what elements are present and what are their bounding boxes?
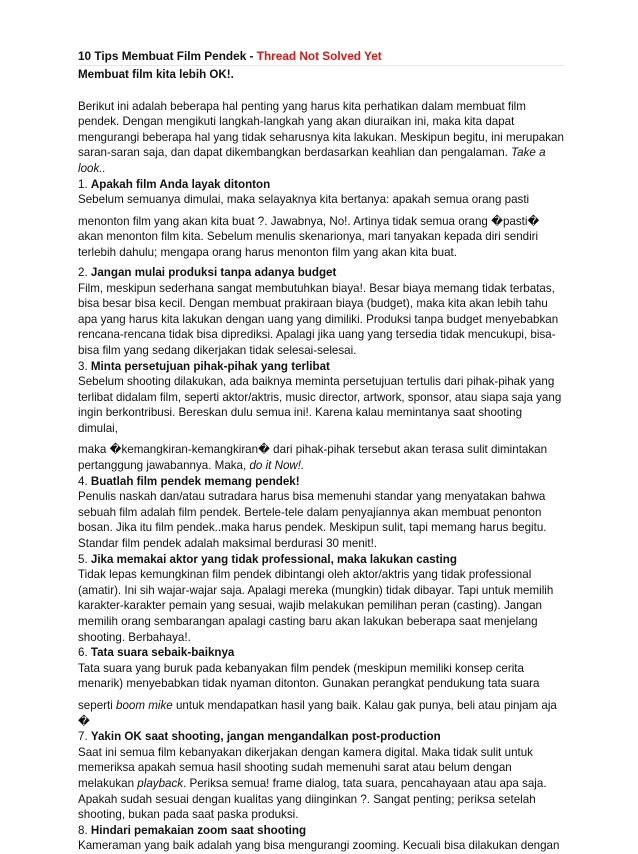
tip-8-body: Kameraman yang baik adalah yang bisa mengurangi zooming. Kecuali bisa dilakukan dengan bbox=[78, 839, 560, 853]
tip-3-body-rest: maka �kemangkiran-kemangkiran� dari pihak-pihak tersebut akan terasa sulit dimintakan pertanggung jawabannya. Maka, do it Now!. bbox=[78, 443, 548, 473]
tip-7-body: Saat ini semua film kebanyakan dikerjakan dengan kamera digital. Maka tidak sulit untuk memeriksa apakah semua hasil shooting sudah memenuhi sarat atau belum dengan melakukan playback. Periksa semua! frame dialog, tata suara, pencahayaan atau apa saja. Apakah sudah sesuai dengan kualitas yang diinginkan ?. Sangat penting; periksa setelah shooting, bukan pada saat paska produksi. bbox=[78, 745, 547, 822]
tip-1-heading: 1. Apakah film Anda layak ditonton bbox=[78, 177, 271, 191]
tip-6-heading: 6. Tata suara sebaik-baiknya bbox=[78, 646, 235, 660]
tip-4-heading: 4. Buatlah film pendek memang pendek! bbox=[78, 474, 300, 488]
tip-6-body-rest: seperti boom mike untuk mendapatkan hasil yang baik. Kalau gak punya, beli atau pinjam aja � bbox=[78, 698, 557, 728]
intro-paragraph: Berikut ini adalah beberapa hal penting yang harus kita perhatikan dalam membuat film pendek. Dengan mengikuti langkah-langkah yang akan diuraikan ini, maka kita dapat mengurangi beberapa hal yang tidak seharusnya kita lakukan. Meskipun begitu, ini merupakan saran-saran saja, dan dapat dikembangkan berdasarkan keahlian dan pengalaman. Take a look.. bbox=[78, 99, 564, 175]
thread-status-badge: Thread Not Solved Yet bbox=[256, 49, 382, 63]
document-subtitle: Membuat film kita lebih OK!. bbox=[78, 68, 234, 81]
title-text: 10 Tips Membuat Film Pendek - bbox=[78, 49, 257, 63]
tip-5-body: Tidak lepas kemungkinan film pendek dibintangi oleh aktor/aktris yang tidak professional (amatir). Ini sih wajar-wajar saja. Apalagi mereka (mungkin) tidak dibayar. Tapi untuk memilih karakter-karakter pemain yang sesuai, wajib melakukan pemilihan peran (casting). Jangan memilih orang sembarangan apalagi casting baru akan lakukan beberapa saat menjelang shooting. Berbahaya!. bbox=[78, 568, 554, 644]
tip-7-heading: 7. Yakin OK saat shooting, jangan mengandalkan post-production bbox=[78, 730, 441, 744]
tip-1-body-rest: menonton film yang akan kita buat ?. Jawabnya, No!. Artinya tidak semua orang �pasti� akan menonton film kita. Sebelum menulis skenarionya, mari tanyakan kepada diri sendiri terlebih dahulu; mengapa orang harus menonton film yang akan kita buat. bbox=[78, 214, 540, 259]
tip-3-body: Sebelum shooting dilakukan, ada baiknya meminta persetujuan tertulis dari pihak-pihak yang terlibat didalam film, seperti aktor/aktris, music director, artwork, sponsor, atau siapa saja yang ingin berkontribusi. Bereskan dulu semua ini!. Karena kalau memintanya saat shooting dimulai, bbox=[78, 375, 562, 435]
tip-2-body: Film, meskipun sederhana sangat membutuhkan biaya!. Besar biaya memang tidak terbatas, bisa besar bisa kecil. Dengan membuat prakiraan biaya (budget), maka kita akan lebih tahu apa yang harus kita lakukan dengan uang yang dimiliki. Produksi tanpa budget menyebabkan rencana-rencana tidak bisa diprediksi. Apalagi jika uang yang tersedia tidak mencukupi, bisa-bisa film yang sedang dikerjakan tidak selesai-selesai. bbox=[78, 281, 559, 357]
tip-5-heading: 5. Jika memakai aktor yang tidak professional, maka lakukan casting bbox=[78, 552, 457, 566]
document-page bbox=[78, 48, 564, 854]
tip-3-heading: 3. Minta persetujuan pihak-pihak yang terlibat bbox=[78, 359, 330, 373]
document-title bbox=[78, 48, 564, 66]
tip-8-heading: 8. Hindari pemakaian zoom saat shooting bbox=[78, 823, 307, 837]
tip-6-body: Tata suara yang buruk pada kebanyakan film pendek (meskipun memiliki konsep cerita menarik) menyebabkan tidak nyaman ditonton. Gunakan perangkat pendukung tata suara bbox=[78, 661, 540, 691]
spacer bbox=[78, 83, 564, 99]
tip-4-body: Penulis naskah dan/atau sutradara harus bisa memenuhi standar yang menyatakan bahwa sebuah film adalah film pendek. Bertele-tele dalam penyajiannya akan membuat penonton bosan. Jika itu film pendek..maka harus pendek. Meskipun sulit, tapi memang harus begitu. Standar film pendek adalah maksimal berdurasi 30 menit!. bbox=[78, 490, 547, 551]
tip-2-heading: 2. Jangan mulai produksi tanpa adanya budget bbox=[78, 265, 337, 279]
tip-1-body-first-line: Sebelum semuanya dimulai, maka selayaknya kita bertanya: apakah semua orang pasti bbox=[78, 193, 530, 207]
